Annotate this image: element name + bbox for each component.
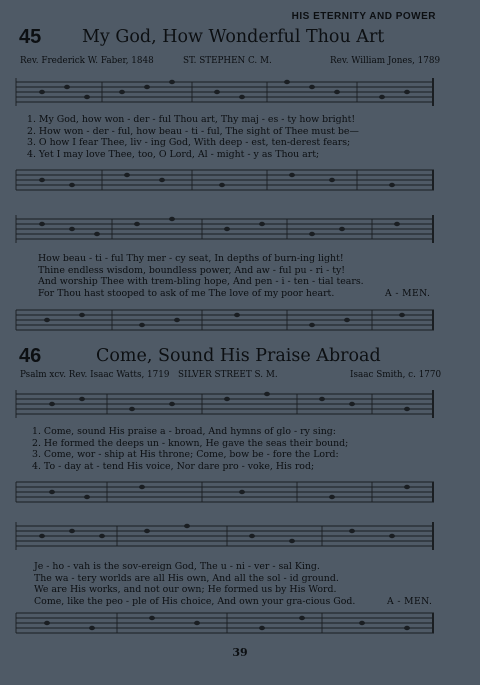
- author-credit: Psalm xcv. Rev. Isaac Watts, 1719: [20, 370, 170, 380]
- verse-line: How beau - ti - ful Thy mer - cy seat, In depths of burn-ing light!: [38, 253, 344, 264]
- hymn-title: Come, Sound His Praise Abroad: [96, 346, 381, 366]
- amen-label: A - MEN.: [387, 596, 433, 607]
- music-staff-treble: [12, 380, 438, 428]
- verse-line: The wa - tery worlds are all His own, And all the sol - id ground.: [34, 572, 339, 584]
- music-staff-treble: [12, 68, 438, 116]
- verse-line: And worship Thee with trem-bling hope, And pen - i - ten - tial tears.: [38, 276, 364, 288]
- composer-credit: Rev. William Jones, 1789: [330, 56, 441, 66]
- verse-line: Thine endless wisdom, boundless power, And aw - ful pu - ri - ty!: [38, 264, 346, 276]
- verse-line: 3. O how I fear Thee, liv - ing God, With deep - est, ten-derest fears;: [27, 137, 351, 149]
- tune-credit: SILVER STREET S. M.: [178, 370, 278, 380]
- hymn-number: 45: [19, 26, 42, 48]
- verse-line: For Thou hast stooped to ask of me The love of my poor heart.: [38, 287, 335, 299]
- verse-lines: [38, 253, 364, 299]
- page-number: 39: [232, 646, 248, 659]
- music-staff-treble: [12, 205, 438, 253]
- hymn-number: 46: [19, 345, 42, 367]
- verse-line: 1. My God, how won - der - ful Thou art, Thy maj - es - ty how bright!: [27, 114, 356, 125]
- music-staff-bass: [12, 607, 438, 643]
- verse-line: We are His works, and not our own; He formed us by His Word.: [34, 584, 337, 596]
- author-credit: Rev. Frederick W. Faber, 1848: [20, 56, 154, 66]
- verse-line: Je - ho - vah is the sov-ereign God, The u - ni - ver - sal King.: [34, 561, 320, 572]
- tune-credit: ST. STEPHEN C. M.: [183, 56, 272, 66]
- running-head: HIS ETERNITY AND POWER: [291, 11, 436, 22]
- hymn-title: My God, How Wonderful Thou Art: [82, 27, 385, 47]
- verse-line: 2. How won - der - ful, how beau - ti - ful, The sight of Thee must be—: [27, 125, 359, 137]
- composer-credit: Isaac Smith, c. 1770: [350, 370, 442, 380]
- verse-line: 4. Yet I may love Thee, too, O Lord, Al - might - y as Thou art;: [27, 148, 320, 160]
- verse-line: 1. Come, sound His praise a - broad, And hymns of glo - ry sing:: [32, 426, 336, 437]
- verse-lines: [27, 114, 359, 160]
- verse-line: Come, like the peo - ple of His choice, And own your gra-cious God.: [34, 595, 356, 607]
- verse-line: 3. Come, wor - ship at His throne; Come, bow be - fore the Lord:: [32, 449, 339, 461]
- music-staff-treble: [12, 512, 438, 560]
- verse-line: 4. To - day at - tend His voice, Nor dare pro - voke, His rod;: [32, 460, 315, 472]
- verse-lines: [32, 426, 348, 472]
- verse-line: 2. He formed the deeps un - known, He gave the seas their bound;: [32, 437, 349, 449]
- verse-lines: [34, 561, 355, 607]
- music-staff-bass: [12, 302, 438, 342]
- music-staff-bass: [12, 474, 438, 514]
- amen-label: A - MEN.: [385, 288, 431, 299]
- music-staff-bass: [12, 162, 438, 202]
